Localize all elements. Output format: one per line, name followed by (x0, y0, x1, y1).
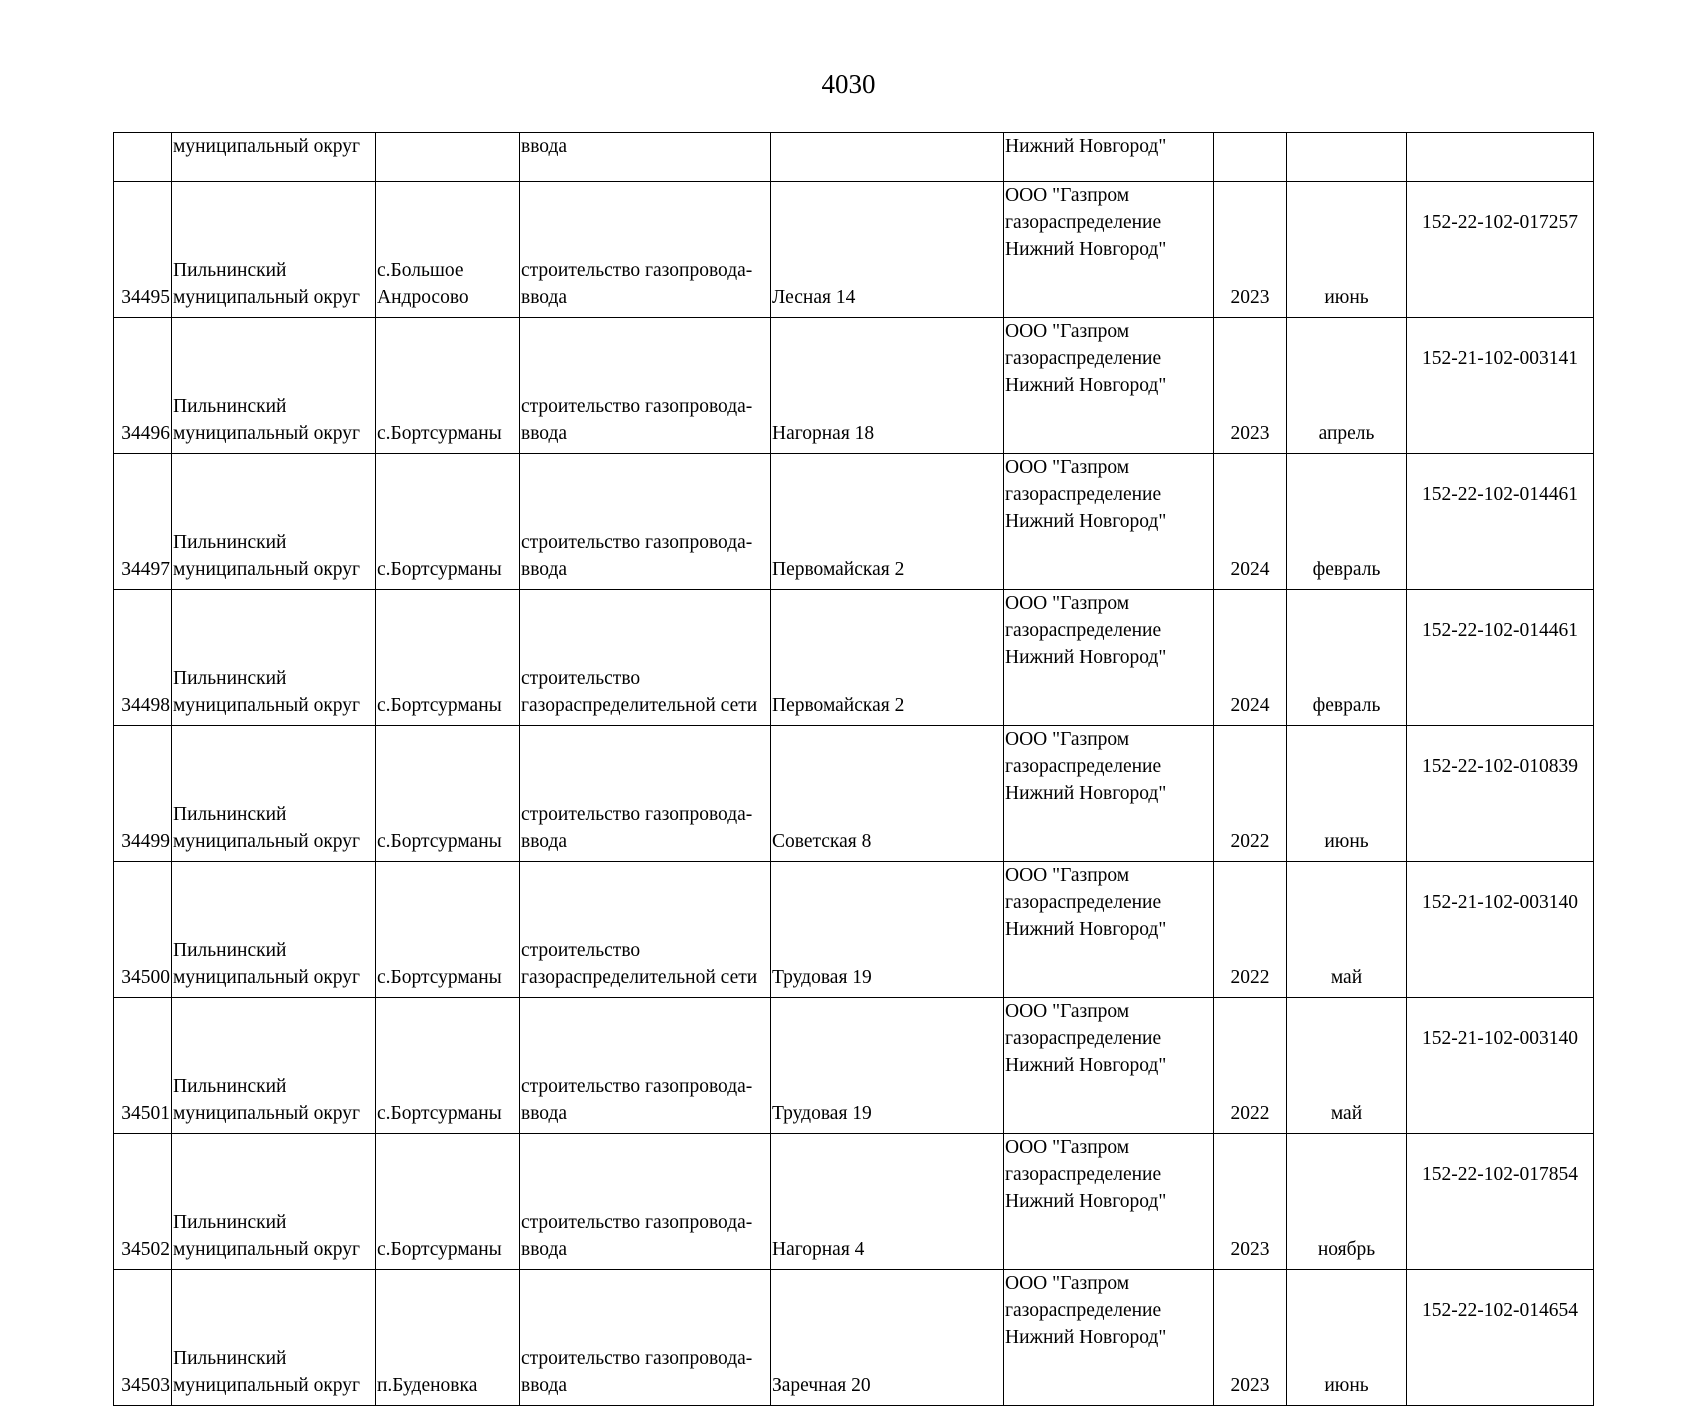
table-row (114, 998, 1594, 1134)
cell-settlement (376, 998, 520, 1134)
cell-district: муниципальный округ (172, 133, 376, 182)
cell-work-type-line: ввода (521, 423, 568, 444)
cell-organization-line: газораспределение (1005, 1300, 1162, 1321)
cell-organization-line: ООО "Газпром (1005, 593, 1130, 614)
cell-district (172, 454, 376, 590)
cell-work-type-line: строительство газопровода- (521, 1076, 753, 1097)
cell-organization (1004, 1134, 1214, 1270)
cell-num: 34502 (114, 1134, 172, 1270)
cell-month: май (1287, 998, 1407, 1134)
table-row (114, 1134, 1594, 1270)
cell-settlement-line: с.Бортсурманы (377, 967, 502, 988)
cell-district-line: муниципальный округ (173, 695, 361, 716)
cell-address: Первомайская 2 (771, 454, 1004, 590)
cell-organization-line: газораспределение (1005, 348, 1162, 369)
cell-district (172, 862, 376, 998)
cell-organization-line: ООО "Газпром (1005, 457, 1130, 478)
cell-address: Советская 8 (771, 726, 1004, 862)
cell-work-type-line: ввода (521, 287, 568, 308)
cell-organization-line: газораспределение (1005, 484, 1162, 505)
cell-settlement (376, 182, 520, 318)
cell-organization (1004, 454, 1214, 590)
cell-work-type-line: строительство газопровода- (521, 396, 753, 417)
cell-code: 152-22-102-017257 (1407, 182, 1594, 318)
cell-organization-line: газораспределение (1005, 1164, 1162, 1185)
cell-address: Нагорная 18 (771, 318, 1004, 454)
cell-district-line: Пильнинский (173, 1348, 287, 1369)
cell-organization-line: Нижний Новгород" (1005, 1327, 1167, 1348)
cell-district-line: Пильнинский (173, 668, 287, 689)
cell-settlement-line: с.Бортсурманы (377, 831, 502, 852)
cell-organization (1004, 1270, 1214, 1406)
cell-district-line: Пильнинский (173, 1212, 287, 1233)
cell-district-line: муниципальный округ (173, 967, 361, 988)
table-row (114, 726, 1594, 862)
cell-organization-line: ООО "Газпром (1005, 185, 1130, 206)
cell-organization-line: Нижний Новгород" (1005, 783, 1167, 804)
cell-year: 2024 (1214, 454, 1287, 590)
cell-district (172, 998, 376, 1134)
cell-organization-line: Нижний Новгород" (1005, 375, 1167, 396)
cell-district-line: Пильнинский (173, 804, 287, 825)
cell-month (1287, 133, 1407, 182)
cell-num: 34499 (114, 726, 172, 862)
page-number: 4030 (821, 69, 876, 99)
cell-organization-line: ООО "Газпром (1005, 1273, 1130, 1294)
cell-district-line: муниципальный округ (173, 423, 361, 444)
cell-work-type-line: строительство газопровода- (521, 804, 753, 825)
table-row (114, 862, 1594, 998)
cell-work-type-line: строительство газопровода- (521, 260, 753, 281)
cell-district-line: муниципальный округ (173, 559, 361, 580)
cell-organization-line: Нижний Новгород" (1005, 511, 1167, 532)
cell-work-type-line: строительство (521, 668, 641, 689)
cell-code: 152-22-102-017854 (1407, 1134, 1594, 1270)
cell-code: 152-22-102-014461 (1407, 454, 1594, 590)
cell-work-type-line: строительство газопровода- (521, 1212, 753, 1233)
cell-district-line: муниципальный округ (173, 1103, 361, 1124)
cell-num: 34500 (114, 862, 172, 998)
cell-organization-line: газораспределение (1005, 1028, 1162, 1049)
cell-organization-line: Нижний Новгород" (1005, 919, 1167, 940)
cell-settlement (376, 590, 520, 726)
cell-district-line: Пильнинский (173, 940, 287, 961)
cell-work-type (520, 1134, 771, 1270)
cell-work-type-line: ввода (521, 559, 568, 580)
cell-organization-line: ООО "Газпром (1005, 1001, 1130, 1022)
cell-address: Нагорная 4 (771, 1134, 1004, 1270)
cell-work-type (520, 454, 771, 590)
cell-organization (1004, 182, 1214, 318)
cell-month: июнь (1287, 182, 1407, 318)
cell-organization-line: ООО "Газпром (1005, 1137, 1130, 1158)
cell-organization-line: Нижний Новгород" (1005, 647, 1167, 668)
cell-work-type (520, 862, 771, 998)
cell-settlement-line: Андросово (377, 287, 469, 308)
cell-year: 2023 (1214, 182, 1287, 318)
cell-settlement-line: п.Буденовка (377, 1375, 478, 1396)
cell-district-line: Пильнинский (173, 260, 287, 281)
cell-district (172, 1134, 376, 1270)
cell-month: апрель (1287, 318, 1407, 454)
cell-district-line: муниципальный округ (173, 287, 361, 308)
table-row (114, 182, 1594, 318)
registry-table (113, 132, 1594, 1406)
cell-code: 152-22-102-014461 (1407, 590, 1594, 726)
cell-organization (1004, 998, 1214, 1134)
cell-settlement (376, 1134, 520, 1270)
cell-work-type-line: строительство (521, 940, 641, 961)
cell-work-type: ввода (520, 133, 771, 182)
table-row (114, 318, 1594, 454)
cell-organization (1004, 862, 1214, 998)
table-row (114, 1270, 1594, 1406)
cell-district-line: муниципальный округ (173, 1375, 361, 1396)
cell-organization-line: ООО "Газпром (1005, 865, 1130, 886)
cell-district (172, 182, 376, 318)
cell-address: Первомайская 2 (771, 590, 1004, 726)
table-row (114, 454, 1594, 590)
cell-organization (1004, 590, 1214, 726)
cell-num: 34498 (114, 590, 172, 726)
cell-settlement (376, 726, 520, 862)
cell-organization-line: газораспределение (1005, 892, 1162, 913)
cell-organization-line: ООО "Газпром (1005, 729, 1130, 750)
cell-settlement-line: с.Бортсурманы (377, 1239, 502, 1260)
cell-district-line: Пильнинский (173, 1076, 287, 1097)
cell-organization-line: Нижний Новгород" (1005, 1191, 1167, 1212)
cell-work-type (520, 590, 771, 726)
cell-month: февраль (1287, 590, 1407, 726)
cell-work-type (520, 726, 771, 862)
cell-code: 152-22-102-010839 (1407, 726, 1594, 862)
cell-address: Трудовая 19 (771, 862, 1004, 998)
cell-work-type-line: ввода (521, 1375, 568, 1396)
cell-work-type (520, 998, 771, 1134)
cell-settlement (376, 1270, 520, 1406)
cell-year: 2023 (1214, 1134, 1287, 1270)
cell-work-type (520, 1270, 771, 1406)
cell-organization-line: газораспределение (1005, 212, 1162, 233)
table-body (114, 133, 1594, 1406)
cell-organization-line: Нижний Новгород" (1005, 1055, 1167, 1076)
cell-work-type-line: ввода (521, 1239, 568, 1260)
cell-district (172, 726, 376, 862)
cell-work-type-line: газораспределительной сети (521, 967, 758, 988)
cell-code: 152-22-102-014654 (1407, 1270, 1594, 1406)
cell-organization: Нижний Новгород" (1004, 133, 1214, 182)
cell-num: 34495 (114, 182, 172, 318)
cell-district-line: Пильнинский (173, 532, 287, 553)
cell-settlement (376, 454, 520, 590)
cell-year: 2022 (1214, 726, 1287, 862)
cell-work-type-line: строительство газопровода- (521, 532, 753, 553)
cell-organization (1004, 726, 1214, 862)
cell-code (1407, 133, 1594, 182)
cell-year (1214, 133, 1287, 182)
cell-organization (1004, 318, 1214, 454)
cell-district-line: муниципальный округ (173, 831, 361, 852)
cell-year: 2022 (1214, 862, 1287, 998)
cell-settlement-line: с.Бортсурманы (377, 423, 502, 444)
cell-address (771, 133, 1004, 182)
cell-num (114, 133, 172, 182)
cell-organization-line: газораспределение (1005, 620, 1162, 641)
cell-settlement-line: с.Большое (377, 260, 464, 281)
cell-year: 2022 (1214, 998, 1287, 1134)
cell-settlement (376, 318, 520, 454)
cell-district (172, 1270, 376, 1406)
continuation-row (114, 133, 1594, 182)
cell-district (172, 318, 376, 454)
cell-work-type-line: ввода (521, 831, 568, 852)
cell-work-type (520, 318, 771, 454)
cell-work-type-line: газораспределительной сети (521, 695, 758, 716)
cell-district (172, 590, 376, 726)
cell-work-type (520, 182, 771, 318)
cell-address: Заречная 20 (771, 1270, 1004, 1406)
cell-code: 152-21-102-003140 (1407, 862, 1594, 998)
cell-month: ноябрь (1287, 1134, 1407, 1270)
table-row (114, 590, 1594, 726)
cell-month: июнь (1287, 726, 1407, 862)
cell-month: февраль (1287, 454, 1407, 590)
cell-month: июнь (1287, 1270, 1407, 1406)
cell-work-type-line: строительство газопровода- (521, 1348, 753, 1369)
cell-code: 152-21-102-003140 (1407, 998, 1594, 1134)
cell-code: 152-21-102-003141 (1407, 318, 1594, 454)
cell-year: 2023 (1214, 1270, 1287, 1406)
cell-num: 34497 (114, 454, 172, 590)
cell-num: 34501 (114, 998, 172, 1134)
cell-settlement (376, 133, 520, 182)
cell-month: май (1287, 862, 1407, 998)
cell-district-line: муниципальный округ (173, 1239, 361, 1260)
cell-num: 34503 (114, 1270, 172, 1406)
cell-organization-line: ООО "Газпром (1005, 321, 1130, 342)
cell-organization-line: Нижний Новгород" (1005, 239, 1167, 260)
cell-num: 34496 (114, 318, 172, 454)
cell-address: Трудовая 19 (771, 998, 1004, 1134)
cell-district-line: Пильнинский (173, 396, 287, 417)
cell-settlement-line: с.Бортсурманы (377, 695, 502, 716)
cell-address: Лесная 14 (771, 182, 1004, 318)
cell-settlement-line: с.Бортсурманы (377, 1103, 502, 1124)
cell-organization-line: газораспределение (1005, 756, 1162, 777)
cell-settlement (376, 862, 520, 998)
cell-year: 2024 (1214, 590, 1287, 726)
cell-settlement-line: с.Бортсурманы (377, 559, 502, 580)
cell-work-type-line: ввода (521, 1103, 568, 1124)
cell-year: 2023 (1214, 318, 1287, 454)
